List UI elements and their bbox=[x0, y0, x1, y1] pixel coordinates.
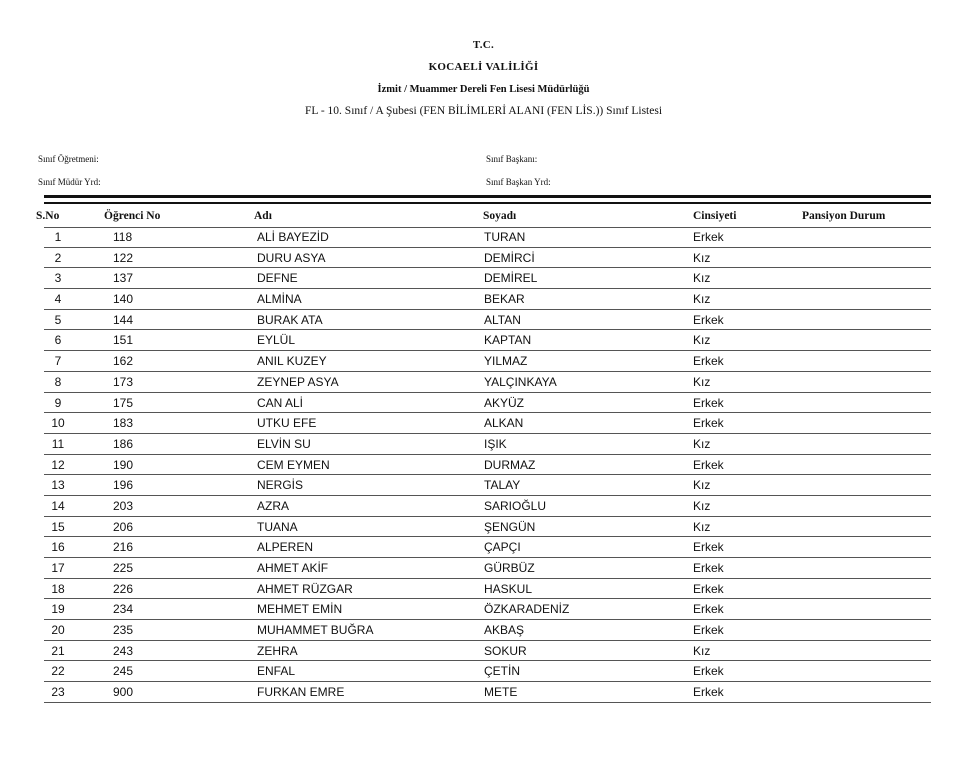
cell-surname: DURMAZ bbox=[484, 457, 536, 472]
student-table-body bbox=[0, 227, 967, 703]
col-header-sno: S.No bbox=[36, 210, 60, 222]
table-row bbox=[0, 558, 967, 579]
table-row bbox=[0, 413, 967, 434]
cell-student-no: 186 bbox=[113, 436, 134, 451]
cell-gender: Erkek bbox=[693, 602, 724, 617]
meta-vice-president-label: Sınıf Başkan Yrd: bbox=[486, 177, 551, 187]
cell-surname: ALKAN bbox=[484, 416, 524, 431]
table-row bbox=[0, 248, 967, 269]
cell-student-no: 196 bbox=[113, 478, 134, 493]
cell-student-no: 235 bbox=[113, 623, 134, 638]
cell-name: ELVİN SU bbox=[257, 436, 311, 451]
cell-student-no: 175 bbox=[113, 395, 134, 410]
cell-surname: ÇAPÇI bbox=[484, 540, 521, 555]
cell-surname: BEKAR bbox=[484, 292, 525, 307]
cell-sno: 9 bbox=[54, 395, 62, 410]
cell-gender: Kız bbox=[693, 643, 711, 658]
cell-name: AHMET RÜZGAR bbox=[257, 581, 353, 596]
cell-surname: YILMAZ bbox=[484, 354, 528, 369]
header-governorship: KOCAELİ VALİLİĞİ bbox=[428, 61, 539, 73]
cell-surname: ALTAN bbox=[484, 312, 521, 327]
cell-surname: TURAN bbox=[484, 230, 526, 244]
cell-surname: KAPTAN bbox=[484, 333, 532, 348]
cell-student-no: 162 bbox=[113, 354, 134, 369]
table-row bbox=[0, 372, 967, 393]
meta-vice-principal-label: Sınıf Müdür Yrd: bbox=[38, 177, 101, 187]
cell-student-no: 900 bbox=[113, 685, 134, 700]
cell-surname: ÇETİN bbox=[484, 664, 520, 679]
meta-class-president-label: Sınıf Başkanı: bbox=[486, 154, 538, 164]
cell-surname: DEMİRCİ bbox=[484, 250, 535, 265]
cell-gender: Erkek bbox=[693, 354, 724, 369]
cell-name: FURKAN EMRE bbox=[257, 685, 345, 700]
cell-sno: 6 bbox=[54, 333, 62, 348]
cell-gender: Kız bbox=[693, 271, 711, 286]
table-row bbox=[0, 434, 967, 455]
cell-student-no: 243 bbox=[113, 643, 134, 658]
cell-gender: Kız bbox=[693, 374, 711, 389]
cell-sno: 5 bbox=[54, 312, 62, 327]
col-header-boarding: Pansiyon Durum bbox=[802, 210, 886, 222]
cell-student-no: 151 bbox=[113, 333, 134, 348]
cell-student-no: 144 bbox=[113, 312, 134, 327]
cell-sno: 21 bbox=[51, 643, 65, 658]
cell-name: ZEYNEP ASYA bbox=[257, 374, 339, 389]
table-row bbox=[0, 517, 967, 538]
cell-sno: 18 bbox=[51, 581, 65, 596]
cell-student-no: 206 bbox=[113, 519, 134, 534]
cell-sno: 4 bbox=[54, 292, 62, 307]
cell-gender: Kız bbox=[693, 436, 711, 451]
cell-name: CAN ALİ bbox=[257, 395, 304, 410]
cell-name: DEFNE bbox=[257, 271, 298, 286]
table-row bbox=[0, 620, 967, 641]
table-row bbox=[0, 682, 967, 703]
table-row bbox=[0, 351, 967, 372]
cell-surname: DEMİREL bbox=[484, 271, 538, 286]
cell-sno: 22 bbox=[51, 664, 65, 679]
cell-gender: Erkek bbox=[693, 561, 724, 575]
cell-student-no: 122 bbox=[113, 250, 134, 265]
cell-sno: 2 bbox=[54, 250, 62, 265]
table-row bbox=[0, 641, 967, 662]
cell-sno: 23 bbox=[51, 685, 65, 700]
cell-student-no: 173 bbox=[113, 374, 134, 389]
cell-name: BURAK ATA bbox=[257, 312, 323, 327]
cell-gender: Erkek bbox=[693, 623, 724, 638]
cell-gender: Kız bbox=[693, 478, 711, 493]
cell-student-no: 183 bbox=[113, 416, 134, 431]
cell-name: ALMİNA bbox=[257, 292, 302, 307]
double-rule-top bbox=[44, 195, 931, 198]
cell-student-no: 140 bbox=[113, 292, 134, 307]
cell-sno: 11 bbox=[51, 436, 65, 451]
header-school: İzmit / Muammer Dereli Fen Lisesi Müdürlüğü bbox=[377, 84, 590, 95]
table-row bbox=[0, 289, 967, 310]
cell-surname: AKBAŞ bbox=[484, 623, 525, 638]
cell-name: ZEHRA bbox=[257, 643, 298, 658]
cell-student-no: 216 bbox=[113, 540, 134, 555]
cell-sno: 17 bbox=[51, 561, 65, 575]
cell-surname: GÜRBÜZ bbox=[484, 561, 535, 575]
cell-sno: 3 bbox=[54, 271, 62, 286]
cell-gender: Kız bbox=[693, 498, 711, 513]
cell-student-no: 225 bbox=[113, 561, 134, 575]
table-row bbox=[0, 537, 967, 558]
col-header-name: Adı bbox=[254, 210, 272, 222]
table-row bbox=[0, 496, 967, 517]
cell-sno: 13 bbox=[51, 478, 65, 493]
cell-sno: 10 bbox=[51, 416, 65, 431]
cell-name: UTKU EFE bbox=[257, 416, 317, 431]
cell-surname: AKYÜZ bbox=[484, 395, 525, 410]
table-row bbox=[0, 227, 967, 248]
double-rule-bottom bbox=[44, 202, 931, 204]
cell-name: AZRA bbox=[257, 498, 290, 513]
col-header-student-no: Öğrenci No bbox=[104, 210, 161, 222]
cell-gender: Kız bbox=[693, 519, 711, 534]
cell-student-no: 234 bbox=[113, 602, 134, 617]
cell-sno: 12 bbox=[51, 457, 65, 472]
cell-name: TUANA bbox=[257, 519, 298, 534]
cell-name: ALİ BAYEZİD bbox=[257, 230, 329, 244]
cell-sno: 1 bbox=[54, 230, 62, 244]
cell-sno: 16 bbox=[51, 540, 65, 555]
cell-gender: Kız bbox=[693, 250, 711, 265]
cell-sno: 15 bbox=[51, 519, 65, 534]
cell-name: ENFAL bbox=[257, 664, 296, 679]
cell-surname: SOKUR bbox=[484, 643, 527, 658]
table-row bbox=[0, 268, 967, 289]
cell-gender: Erkek bbox=[693, 457, 724, 472]
cell-sno: 7 bbox=[54, 354, 62, 369]
cell-surname: ÖZKARADENİZ bbox=[484, 602, 570, 617]
table-row bbox=[0, 393, 967, 414]
cell-student-no: 118 bbox=[113, 230, 133, 244]
cell-gender: Erkek bbox=[693, 312, 724, 327]
cell-student-no: 137 bbox=[113, 271, 134, 286]
cell-name: AHMET AKİF bbox=[257, 561, 329, 575]
cell-surname: SARIOĞLU bbox=[484, 498, 547, 513]
cell-sno: 20 bbox=[51, 623, 65, 638]
cell-gender: Erkek bbox=[693, 230, 724, 244]
table-row bbox=[0, 455, 967, 476]
cell-student-no: 226 bbox=[113, 581, 134, 596]
cell-name: EYLÜL bbox=[257, 333, 296, 348]
cell-gender: Erkek bbox=[693, 416, 724, 431]
cell-student-no: 190 bbox=[113, 457, 134, 472]
cell-sno: 19 bbox=[51, 602, 65, 617]
cell-surname: YALÇINKAYA bbox=[484, 374, 557, 389]
col-header-gender: Cinsiyeti bbox=[693, 210, 737, 222]
cell-gender: Erkek bbox=[693, 395, 724, 410]
cell-surname: IŞIK bbox=[484, 436, 507, 451]
meta-class-teacher-label: Sınıf Öğretmeni: bbox=[38, 154, 99, 164]
cell-gender: Erkek bbox=[693, 540, 724, 555]
table-row bbox=[0, 330, 967, 351]
cell-name: ALPEREN bbox=[257, 540, 314, 555]
table-row bbox=[0, 310, 967, 331]
cell-gender: Kız bbox=[693, 292, 711, 307]
cell-sno: 8 bbox=[54, 374, 62, 389]
cell-sno: 14 bbox=[51, 498, 65, 513]
table-row bbox=[0, 661, 967, 682]
header-class-list-title: FL - 10. Sınıf / A Şubesi (FEN BİLİMLERİ ALANI (FEN LİS.)) Sınıf Listesi bbox=[304, 105, 663, 117]
cell-name: NERGİS bbox=[257, 478, 304, 493]
cell-name: DURU ASYA bbox=[257, 250, 326, 265]
header-tc: T.C. bbox=[472, 39, 495, 51]
cell-surname: TALAY bbox=[484, 478, 521, 493]
cell-name: MUHAMMET BUĞRA bbox=[257, 623, 374, 638]
cell-surname: HASKUL bbox=[484, 581, 533, 596]
cell-name: MEHMET EMİN bbox=[257, 602, 343, 617]
cell-student-no: 203 bbox=[113, 498, 134, 513]
table-row bbox=[0, 475, 967, 496]
col-header-surname: Soyadı bbox=[483, 210, 517, 222]
cell-gender: Erkek bbox=[693, 581, 724, 596]
cell-gender: Erkek bbox=[693, 664, 724, 679]
table-row bbox=[0, 579, 967, 600]
cell-student-no: 245 bbox=[113, 664, 134, 679]
cell-surname: METE bbox=[484, 685, 518, 700]
cell-surname: ŞENGÜN bbox=[484, 519, 536, 534]
cell-name: CEM EYMEN bbox=[257, 457, 330, 472]
cell-gender: Kız bbox=[693, 333, 711, 348]
table-row bbox=[0, 599, 967, 620]
cell-gender: Erkek bbox=[693, 685, 724, 700]
cell-name: ANIL KUZEY bbox=[257, 354, 327, 369]
